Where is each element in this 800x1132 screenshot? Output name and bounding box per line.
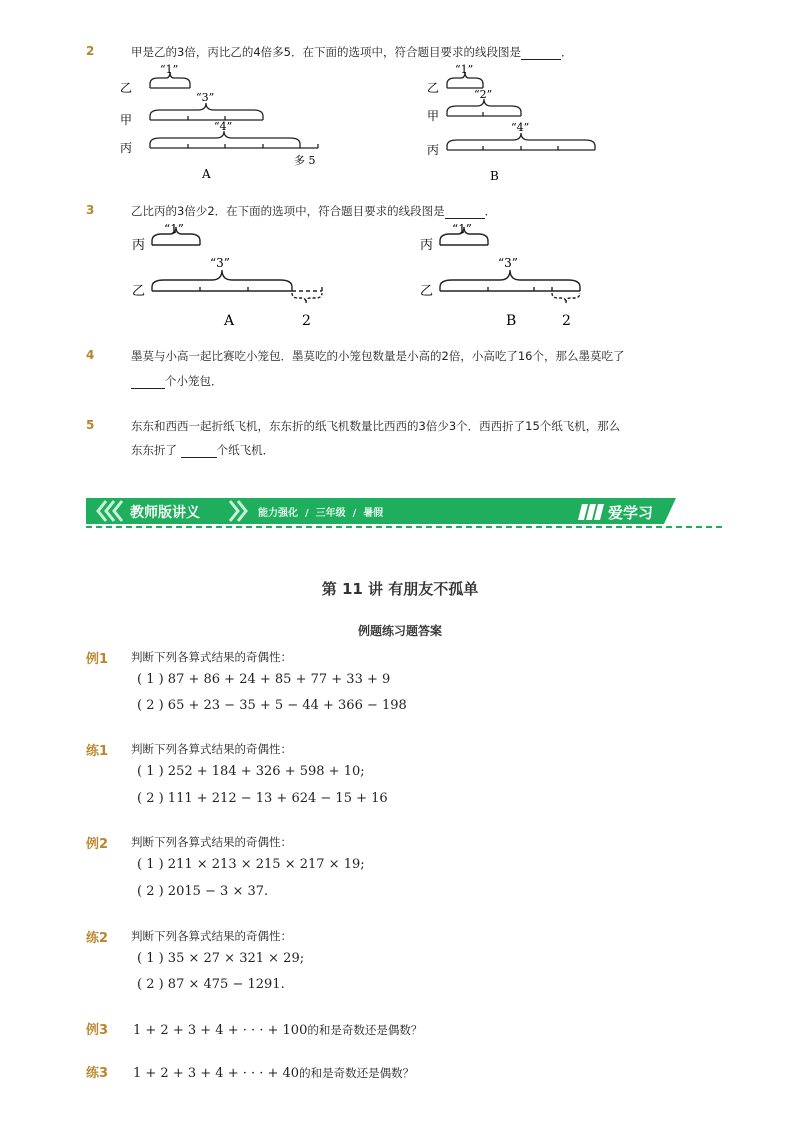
example-number: 练3 xyxy=(86,1066,109,1081)
extra-label: 2 xyxy=(562,313,571,329)
question-number: 3 xyxy=(86,203,95,217)
example-tail: 的和是奇数还是偶数？ xyxy=(307,1023,423,1037)
example-item: ( 2 ) 87 × 475 − 1291. xyxy=(137,977,285,992)
example-prompt: 判断下列各算式结果的奇偶性： xyxy=(131,835,292,849)
banner-divider xyxy=(86,526,722,528)
question-5-head: 东东折了 xyxy=(131,443,177,457)
question-5-tail: 个纸飞机． xyxy=(216,443,275,457)
row-label: 丙 xyxy=(120,141,133,155)
question-punct: ． xyxy=(484,204,497,218)
breadcrumb-separator: / xyxy=(352,508,357,519)
row-label: 乙 xyxy=(420,284,434,299)
row-label: 乙 xyxy=(120,81,133,95)
banner-breadcrumb xyxy=(258,504,383,519)
question-text xyxy=(131,203,496,219)
section-title: 例题练习题答案 xyxy=(357,624,442,638)
brace-label: “1” xyxy=(164,222,184,236)
breadcrumb-item: 三年级 xyxy=(315,508,346,519)
example-number: 例2 xyxy=(86,837,109,852)
extra-label: 2 xyxy=(302,313,311,329)
example-number: 练1 xyxy=(86,744,109,759)
breadcrumb-separator: / xyxy=(304,508,309,519)
diagram-2a xyxy=(118,58,348,188)
example-item: ( 1 ) 35 × 27 × 321 × 29; xyxy=(137,951,305,966)
example-item: ( 2 ) 65 + 23 − 35 + 5 − 44 + 366 − 198 xyxy=(137,698,407,713)
page-banner xyxy=(86,498,676,524)
example-number: 练2 xyxy=(86,931,109,946)
example-number: 例3 xyxy=(86,1023,109,1038)
question-3-text: 乙比丙的3倍少2．在下面的选项中，符合题目要求的线段图是 xyxy=(131,204,445,218)
option-label: B xyxy=(490,169,499,183)
breadcrumb-item: 能力强化 xyxy=(258,508,298,519)
lecture-title: 第 11 讲 有朋友不孤单 xyxy=(321,580,479,598)
example-question xyxy=(133,1019,422,1038)
example-prompt: 判断下列各算式结果的奇偶性： xyxy=(131,742,292,756)
row-label: 丙 xyxy=(132,238,146,253)
question-4-line1: 墨莫与小高一起比赛吃小笼包．墨莫吃的小笼包数量是小高的2倍，小高吃了16个，那么墨莫吃了 xyxy=(131,349,625,363)
row-label: 乙 xyxy=(427,81,440,95)
question-5-line2 xyxy=(131,442,274,458)
example-item: ( 2 ) 2015 − 3 × 37. xyxy=(137,884,269,899)
diagram-3a xyxy=(130,218,330,333)
brace-label: “1” xyxy=(160,63,179,76)
brace-label: “2” xyxy=(474,88,493,101)
answer-blank xyxy=(131,374,165,389)
banner-label: 教师版讲义 xyxy=(130,505,200,521)
question-number: 2 xyxy=(86,44,95,58)
example-item: ( 1 ) 252 + 184 + 326 + 598 + 10; xyxy=(137,764,365,779)
example-tail: 的和是奇数还是偶数？ xyxy=(299,1066,415,1080)
brace-label: “4” xyxy=(511,121,530,134)
row-label: 乙 xyxy=(132,284,146,299)
example-question xyxy=(133,1062,414,1081)
example-prompt: 判断下列各算式结果的奇偶性： xyxy=(131,650,292,664)
example-expression: 1 + 2 + 3 + 4 + · · · + 40 xyxy=(133,1066,300,1081)
extra-label: 多 5 xyxy=(294,154,316,167)
question-number: 5 xyxy=(86,418,95,432)
question-5-line1: 东东和西西一起折纸飞机，东东折的纸飞机数量比西西的3倍少3个．西西折了15个纸飞机，那么 xyxy=(131,419,621,433)
brace-label: “4” xyxy=(214,120,233,133)
example-prompt: 判断下列各算式结果的奇偶性： xyxy=(131,929,292,943)
row-label: 甲 xyxy=(120,113,133,127)
example-number: 例1 xyxy=(86,652,109,667)
brace-label: “1” xyxy=(452,222,472,236)
option-label: B xyxy=(506,313,517,329)
answer-blank xyxy=(181,443,217,458)
question-4-line2 xyxy=(131,373,223,389)
breadcrumb-item: 暑假 xyxy=(363,508,384,519)
answer-blank xyxy=(445,204,485,219)
diagram-2b xyxy=(425,58,615,188)
example-item: ( 2 ) 111 + 212 − 13 + 624 − 15 + 16 xyxy=(137,791,388,806)
example-expression: 1 + 2 + 3 + 4 + · · · + 100 xyxy=(133,1023,308,1038)
brace-label: “3” xyxy=(210,256,230,270)
brace-label: “3” xyxy=(196,91,215,104)
diagram-3b xyxy=(420,218,620,333)
question-punct: ． xyxy=(560,45,573,59)
example-item: ( 1 ) 87 + 86 + 24 + 85 + 77 + 33 + 9 xyxy=(137,672,391,687)
row-label: 丙 xyxy=(427,143,440,157)
option-label: A xyxy=(202,167,211,181)
brand-logo-text: 爱学习 xyxy=(608,504,654,522)
question-2-text: 甲是乙的3倍，丙比乙的4倍多5．在下面的选项中，符合题目要求的线段图是 xyxy=(131,45,521,59)
question-4-tail: 个小笼包． xyxy=(165,374,223,388)
example-item: ( 1 ) 211 × 213 × 215 × 217 × 19; xyxy=(137,857,365,872)
option-label: A xyxy=(224,313,235,329)
row-label: 丙 xyxy=(420,238,434,253)
brace-label: “3” xyxy=(498,256,518,270)
row-label: 甲 xyxy=(427,109,440,123)
question-number: 4 xyxy=(86,348,95,362)
brace-label: “1” xyxy=(455,63,474,76)
